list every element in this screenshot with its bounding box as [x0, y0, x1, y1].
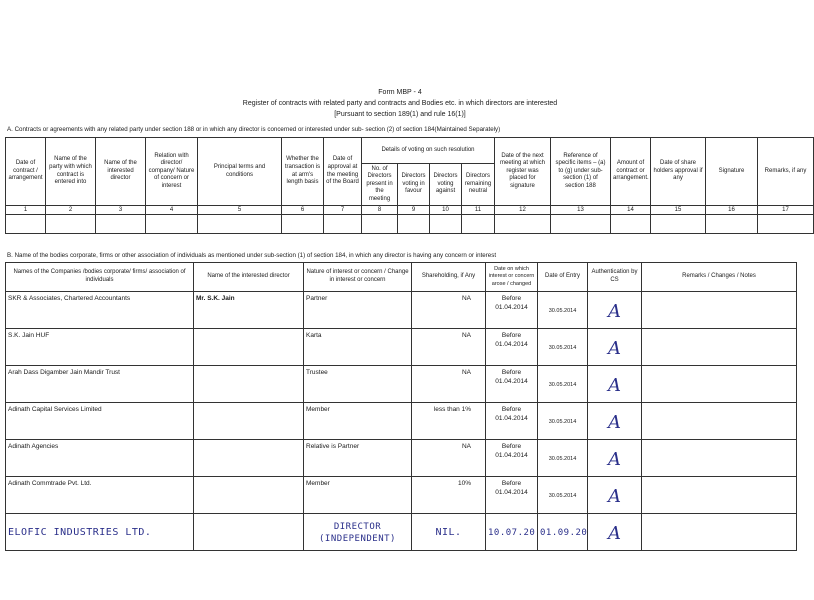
remarks-cell: [642, 329, 797, 366]
column-number: 9: [398, 206, 430, 215]
cs-initial-signature: A: [588, 292, 642, 329]
cs-initial-signature: A: [588, 329, 642, 366]
director-name: [194, 440, 304, 477]
cs-initial-signature: A: [588, 514, 642, 551]
col-principal-terms: Principal terms and conditions: [198, 138, 282, 206]
remarks-cell: [642, 403, 797, 440]
nature-interest: Karta: [304, 329, 412, 366]
table-row: [6, 477, 797, 514]
column-number: 11: [462, 206, 495, 215]
date-entry: 30.05.2014: [538, 440, 588, 477]
column-number: 16: [706, 206, 758, 215]
shareholding: NA: [412, 292, 486, 329]
column-number: 1: [6, 206, 46, 215]
nature-interest: Member: [304, 403, 412, 440]
date-arose: Before 01.04.2014: [486, 403, 538, 440]
col-amount: Amount of contract or arrangement.: [611, 138, 651, 206]
date-arose: Before 01.04.2014: [486, 440, 538, 477]
shareholding: NA: [412, 440, 486, 477]
date-entry: 30.05.2014: [538, 329, 588, 366]
col-relation: Relation with director/ company/ Nature of concern or interest: [146, 138, 198, 206]
col-party-name: Name of the party with which contract is entered into: [46, 138, 96, 206]
column-number: 2: [46, 206, 96, 215]
column-number: 13: [551, 206, 611, 215]
register-title: Register of contracts with related party and contracts and Bodies etc. in which directors are interested: [242, 100, 558, 107]
column-number: 8: [362, 206, 398, 215]
director-name: [194, 514, 304, 551]
table-row: [6, 292, 797, 329]
date-entry: 30.05.2014: [538, 292, 588, 329]
table-row: [6, 329, 797, 366]
column-number: 7: [324, 206, 362, 215]
col-reference-items: Reference of specific items – (a) to (g) under sub-section (1) of section 188: [551, 138, 611, 206]
column-number: 3: [96, 206, 146, 215]
column-number: 5: [198, 206, 282, 215]
col-remarks: Remarks, if any: [758, 138, 814, 206]
handwritten-row: [6, 514, 797, 551]
shareholding: NA: [412, 366, 486, 403]
handwritten-nature: DIRECTOR (INDEPENDENT): [304, 514, 412, 551]
handwritten-company: ELOFIC INDUSTRIES LTD.: [6, 514, 194, 551]
col-signature: Signature: [706, 138, 758, 206]
handwritten-date-arose: 10.07.20: [486, 514, 538, 551]
table-row: [6, 366, 797, 403]
column-numbers-row: [6, 206, 814, 215]
col-authentication: Authentication by CS: [588, 263, 642, 292]
nature-interest: Member: [304, 477, 412, 514]
form-title: Form MBP - 4: [378, 89, 422, 96]
company-name: Arah Dass Digamber Jain Mandir Trust: [6, 366, 194, 403]
col-interested-director: Name of the interested director: [96, 138, 146, 206]
date-arose: Before 01.04.2014: [486, 477, 538, 514]
shareholding: less than 1%: [412, 403, 486, 440]
col-remaining-neutral: Directors remaining neutral: [462, 164, 495, 206]
col-voting-against: Directors voting against: [430, 164, 462, 206]
col-interested-director-b: Name of the interested director: [194, 263, 304, 292]
company-name: Adinath Commtrade Pvt. Ltd.: [6, 477, 194, 514]
pursuant-line: [Pursuant to section 189(1) and rule 16(1)]: [334, 111, 466, 118]
date-arose: Before 01.04.2014: [486, 366, 538, 403]
remarks-cell: [642, 477, 797, 514]
cs-initial-signature: A: [588, 477, 642, 514]
col-next-meeting: Date of the next meeting at which register was placed for signature: [495, 138, 551, 206]
handwritten-shareholding: NIL.: [412, 514, 486, 551]
column-number: 15: [651, 206, 706, 215]
company-name: S.K. Jain HUF: [6, 329, 194, 366]
nature-interest: Relative is Partner: [304, 440, 412, 477]
company-name: Adinath Capital Services Limited: [6, 403, 194, 440]
col-nature-interest: Nature of interest or concern / Change in interest or concern: [304, 263, 412, 292]
table-row: [6, 440, 797, 477]
date-arose: Before 01.04.2014: [486, 329, 538, 366]
column-number: 14: [611, 206, 651, 215]
column-number: 12: [495, 206, 551, 215]
cs-initial-signature: A: [588, 440, 642, 477]
remarks-cell: [642, 292, 797, 329]
date-entry: 30.05.2014: [538, 366, 588, 403]
column-number: 4: [146, 206, 198, 215]
col-date-entry: Date of Entry: [538, 263, 588, 292]
col-arms-length: Whether the transaction is at arm's length basis: [282, 138, 324, 206]
column-number: 6: [282, 206, 324, 215]
date-entry: 30.05.2014: [538, 403, 588, 440]
company-name: SKR & Associates, Chartered Accountants: [6, 292, 194, 329]
director-name: [194, 366, 304, 403]
company-name: Adinath Agencies: [6, 440, 194, 477]
cs-initial-signature: A: [588, 366, 642, 403]
date-entry: 30.05.2014: [538, 477, 588, 514]
cs-initial-signature: A: [588, 403, 642, 440]
col-approval-date: Date of approval at the meeting of the Board: [324, 138, 362, 206]
section-a-title: A. Contracts or agreements with any related party under section 188 or in which any director is concerned or interested under sub- section (2) of section 184(Maintained Separately): [7, 126, 501, 133]
nature-interest: Trustee: [304, 366, 412, 403]
director-name: [194, 477, 304, 514]
col-voting-favour: Directors voting in favour: [398, 164, 430, 206]
col-shareholding: Shareholding, if Any: [412, 263, 486, 292]
table-row: [6, 403, 797, 440]
col-shareholder-approval: Date of share holders approval if any: [651, 138, 706, 206]
column-number: 17: [758, 206, 814, 215]
column-number: 10: [430, 206, 462, 215]
date-arose: Before 01.04.2014: [486, 292, 538, 329]
remarks-cell: [642, 440, 797, 477]
col-date-contract: Date of contract / arrangement: [6, 138, 46, 206]
handwritten-date-entry: 01.09.20: [538, 514, 588, 551]
col-directors-present: No. of Directors present in the meeting: [362, 164, 398, 206]
director-name: Mr. S.K. Jain: [194, 292, 304, 329]
col-voting-details: Details of voting on such resolution: [362, 138, 495, 164]
remarks-cell: [642, 366, 797, 403]
remarks-cell: [642, 514, 797, 551]
section-a-table: [5, 137, 814, 234]
shareholding: 10%: [412, 477, 486, 514]
col-date-arose: Date on which interest or concern arose / changed: [486, 263, 538, 292]
section-b-title: B. Name of the bodies corporate, firms or other association of individuals as mentioned under sub-section (1) of section 184, in which any director is having any concern or interest: [7, 252, 497, 259]
director-name: [194, 329, 304, 366]
director-name: [194, 403, 304, 440]
col-company-name: Names of the Companies /bodies corporate/ firms/ association of individuals: [6, 263, 194, 292]
section-b-table: [5, 262, 797, 551]
col-remarks-notes: Remarks / Changes / Notes: [642, 263, 797, 292]
empty-row: [6, 215, 814, 234]
shareholding: NA: [412, 329, 486, 366]
nature-interest: Partner: [304, 292, 412, 329]
